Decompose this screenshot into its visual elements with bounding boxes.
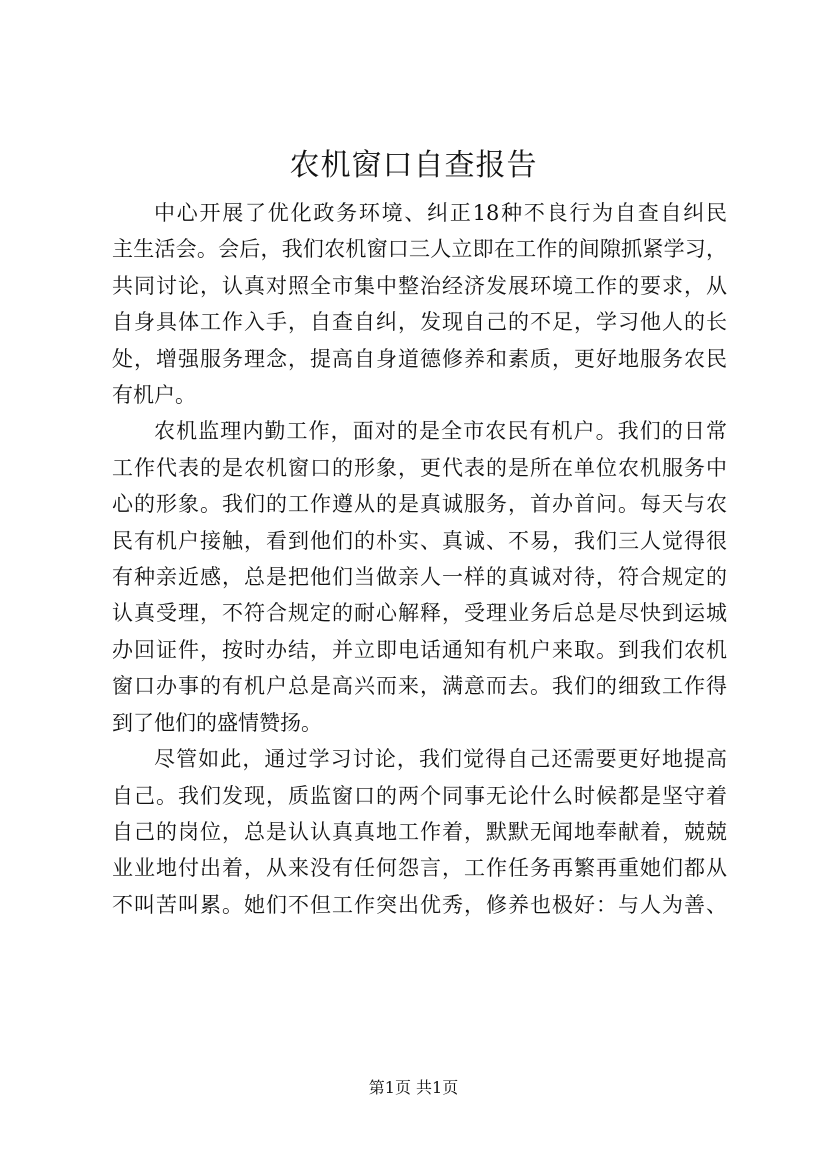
text-line: 自己的岗位，总是认认真真地工作着，默默无闻地奉献着，兢兢: [112, 819, 727, 844]
text-line: 不叫苦叫累。她们不但工作突出优秀，修养也极好：与人为善、: [112, 892, 727, 917]
text-line: 主生活会。会后，我们农机窗口三人立即在工作的间隙抓紧学习，: [112, 237, 727, 262]
text-line: 有种亲近感，总是把他们当做亲人一样的真诚对待，符合规定的: [112, 565, 727, 590]
text-line: 认真受理，不符合规定的耐心解释，受理业务后总是尽快到运城: [112, 601, 727, 626]
text-line: 农机监理内勤工作，面对的是全市农民有机户。我们的日常: [154, 419, 727, 444]
text-line: 业业地付出着，从来没有任何怨言，工作任务再繁再重她们都从: [112, 856, 727, 881]
text-line: 中心开展了优化政务环境、纠正18种不良行为自查自纠民: [154, 201, 727, 225]
paragraph-1: [112, 195, 727, 413]
text-line: 有机户。: [112, 383, 196, 408]
document-body: [112, 195, 727, 923]
text-line: 共同讨论，认真对照全市集中整治经济发展环境工作的要求，从: [112, 273, 727, 298]
text-line: 到了他们的盛情赞扬。: [112, 710, 322, 735]
text-line: 工作代表的是农机窗口的形象，更代表的是所在单位农机服务中: [112, 455, 727, 480]
text-line: 民有机户接触，看到他们的朴实、真诚、不易，我们三人觉得很: [112, 528, 727, 553]
document-title: 农机窗口自查报告: [289, 148, 538, 183]
text-line: 窗口办事的有机户总是高兴而来，满意而去。我们的细致工作得: [112, 674, 727, 699]
text-line: 心的形象。我们的工作遵从的是真诚服务，首办首问。每天与农: [112, 492, 727, 517]
text-line: 自己。我们发现，质监窗口的两个同事无论什么时候都是坚守着: [112, 783, 727, 808]
paragraph-3: [112, 741, 727, 923]
paragraph-2: [112, 413, 727, 741]
page-footer: 第1页 共1页: [368, 1078, 459, 1097]
text-line: 尽管如此，通过学习讨论，我们觉得自己还需要更好地提高: [154, 747, 727, 772]
text-line: 处，增强服务理念，提高自身道德修养和素质，更好地服务农民: [112, 346, 727, 371]
text-line: 自身具体工作入手，自查自纠，发现自己的不足，学习他人的长: [112, 310, 727, 335]
text-line: 办回证件，按时办结，并立即电话通知有机户来取。到我们农机: [112, 637, 727, 662]
